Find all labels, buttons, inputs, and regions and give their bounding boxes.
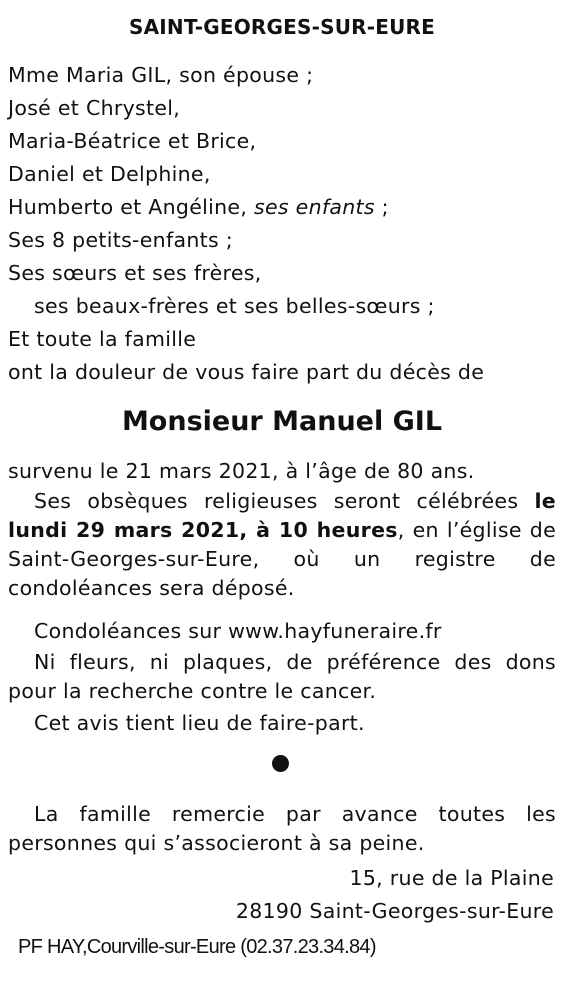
funeral-text-2: , en l’église de Saint-Georges-sur-Eure, où un registre de condoléances sera déposé. — [8, 518, 556, 600]
flowers-paragraph — [8, 648, 556, 706]
family-line-child-4 — [8, 194, 389, 220]
deceased-name: Monsieur Manuel GIL — [121, 406, 443, 437]
family-line-grandchildren: Ses 8 petits-enfants ; — [8, 228, 233, 252]
flowers-text: Ni fleurs, ni plaques, de préférence des dons pour la recherche contre le cancer. — [8, 650, 556, 703]
thanks-text: La famille remercie par avance toutes les personnes qui s’associeront à sa peine. — [8, 802, 556, 855]
funeral-home-line: PF HAY,Courville-sur-Eure (02.37.23.34.84) — [18, 936, 376, 958]
funeral-text-1: Ses obsèques religieuses seront célébrées — [34, 489, 535, 513]
family-line-siblings: Ses sœurs et ses frères, — [8, 261, 262, 285]
address-city: 28190 Saint-Georges-sur-Eure — [235, 899, 554, 923]
thanks-paragraph — [8, 800, 556, 858]
death-date-line: survenu le 21 mars 2021, à l’âge de 80 ans. — [8, 459, 475, 483]
child-names: Humberto et Angéline, — [8, 195, 254, 219]
family-line-whole-family: Et toute la famille — [8, 327, 197, 351]
family-line-child-3: Daniel et Delphine, — [8, 162, 211, 186]
family-line-child-1: José et Chrystel, — [8, 96, 181, 120]
town-heading: SAINT-GEORGES-SUR-EURE — [128, 15, 436, 39]
family-line-child-2: Maria-Béatrice et Brice, — [8, 129, 257, 153]
condolences-line: Condoléances sur www.hayfuneraire.fr — [34, 619, 442, 643]
announcement-line: ont la douleur de vous faire part du décès de — [8, 360, 485, 384]
family-line-in-laws: ses beaux-frères et ses belles-sœurs ; — [34, 294, 435, 318]
family-line-spouse: Mme Maria GIL, son épouse ; — [8, 63, 314, 87]
funeral-paragraph — [8, 487, 556, 603]
children-line-end: ; — [374, 195, 389, 219]
faire-part-line: Cet avis tient lieu de faire-part. — [34, 711, 365, 735]
funeral-date: le lundi 29 mars 2021, à 10 heures — [8, 489, 556, 542]
address-street: 15, rue de la Plaine — [349, 866, 554, 890]
separator-dot — [272, 755, 289, 772]
children-role: ses enfants — [253, 195, 375, 219]
